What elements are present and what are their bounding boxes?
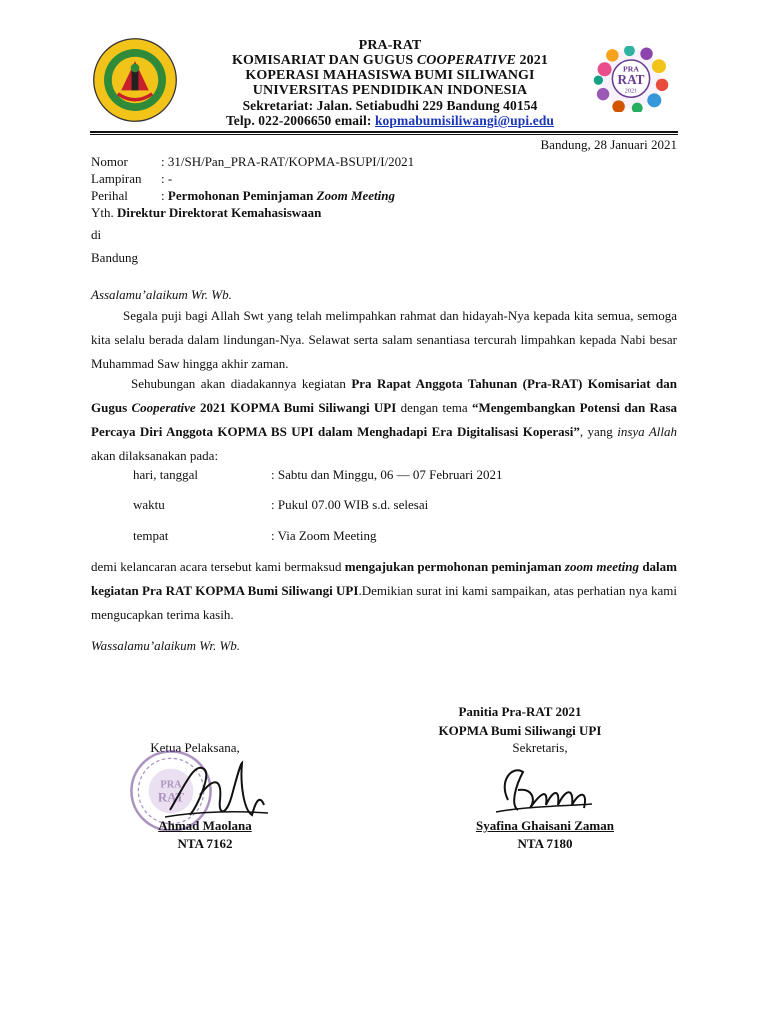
left-signer-id: NTA 7162 [177, 836, 233, 851]
letter-meta [91, 153, 414, 221]
svg-text:PRA: PRA [623, 64, 639, 74]
nomor-value: : 31/SH/Pan_PRA-RAT/KOPMA-BSUPI/I/2021 [161, 154, 415, 169]
header-address: Sekretariat: Jalan. Setiabudhi 229 Bandung 40154 [242, 98, 538, 113]
right-signer-id: NTA 7180 [517, 836, 573, 851]
committee-line-1: Panitia Pra-RAT 2021 [458, 704, 582, 719]
recipient: Yth. Direktur Direktorat Kemahasiswaan [91, 205, 322, 220]
right-signer-title: Sekretaris, [512, 740, 568, 755]
paragraph-event: Sehubungan akan diadakannya kegiatan Pra Rapat Anggota Tahunan (Pra-RAT) Komisariat dan Gugus Cooperative 2021 KOPMA Bumi Siliwangi UPI dengan tema “Mengembangkan Potensi dan Rasa Percaya Diri Anggota KOPMA BS UPI dalam Menghadapi Era Digitalisasi Koperasi”, yang insya Allah akan dilaksanakan pada: [91, 376, 677, 463]
letterhead [180, 38, 600, 128]
left-signer-name: Ahmad Maolana [158, 818, 252, 833]
header-line-2: KOMISARIAT DAN GUGUS COOPERATIVE 2021 [232, 53, 548, 68]
paragraph-request: demi kelancaran acara tersebut kami bermaksud mengajukan permohonan peminjaman zoom meeting dalam kegiatan Pra RAT KOPMA Bumi Siliwangi UPI.Demikian surat ini kami sampaikan, atas perhatian nya kami mengucapkan terima kasih. [91, 559, 678, 622]
header-divider-thin [90, 134, 678, 135]
header-line-4: UNIVERSITAS PENDIDIKAN INDONESIA [252, 83, 528, 98]
address-city: Bandung [91, 250, 138, 265]
svg-text:PRA: PRA [160, 779, 182, 791]
nomor-label: Nomor [91, 154, 128, 169]
upi-logo-icon [92, 37, 178, 123]
header-line-3: KOPERASI MAHASISWA BUMI SILIWANGI [245, 68, 535, 83]
schedule-row-time: waktu : Pukul 07.00 WIB s.d. selesai [133, 497, 429, 512]
closing-greeting: Wassalamu’alaikum Wr. Wb. [91, 638, 241, 653]
lampiran-label: Lampiran [91, 171, 142, 186]
schedule-row-place: tempat : Via Zoom Meeting [133, 528, 377, 543]
lampiran-value: : - [161, 171, 173, 186]
perihal-label: Perihal [91, 188, 128, 203]
header-line-1: PRA-RAT [358, 38, 422, 53]
paragraph-opening: Segala puji bagi Allah Swt yang telah melimpahkan rahmat dan hidayah-Nya kepada kita semua, semoga kita selalu berada dalam lindungan-Nya. Selawat serta salam senantiasa tercurah limpahkan kepada Nabi besar Muhammad Saw hingga akhir zaman. [91, 308, 677, 371]
svg-text:RAT: RAT [157, 790, 185, 805]
signature-right-icon [488, 760, 598, 822]
left-signer-title: Ketua Pelaksana, [150, 740, 240, 755]
header-contact: Telp. 022-2006650 email: kopmabumisiliwangi@upi.edu [225, 113, 555, 128]
header-divider [90, 131, 678, 133]
schedule-row-date: hari, tanggal : Sabtu dan Minggu, 06 — 07 Februari 2021 [133, 467, 503, 482]
right-signer-name: Syafina Ghaisani Zaman [476, 818, 614, 833]
svg-text:2021: 2021 [624, 87, 638, 95]
perihal-value: : Permohonan Peminjaman Zoom Meeting [161, 188, 396, 203]
svg-text:RAT: RAT [617, 72, 645, 88]
greeting: Assalamu’alaikum Wr. Wb. [91, 287, 232, 302]
letter-date: Bandung, 28 Januari 2021 [540, 137, 677, 152]
email-link[interactable]: kopmabumisiliwangi@upi.edu [374, 113, 555, 128]
pra-rat-logo-icon [592, 46, 670, 112]
committee-line-2: KOPMA Bumi Siliwangi UPI [438, 723, 602, 738]
address-di: di [91, 227, 102, 242]
